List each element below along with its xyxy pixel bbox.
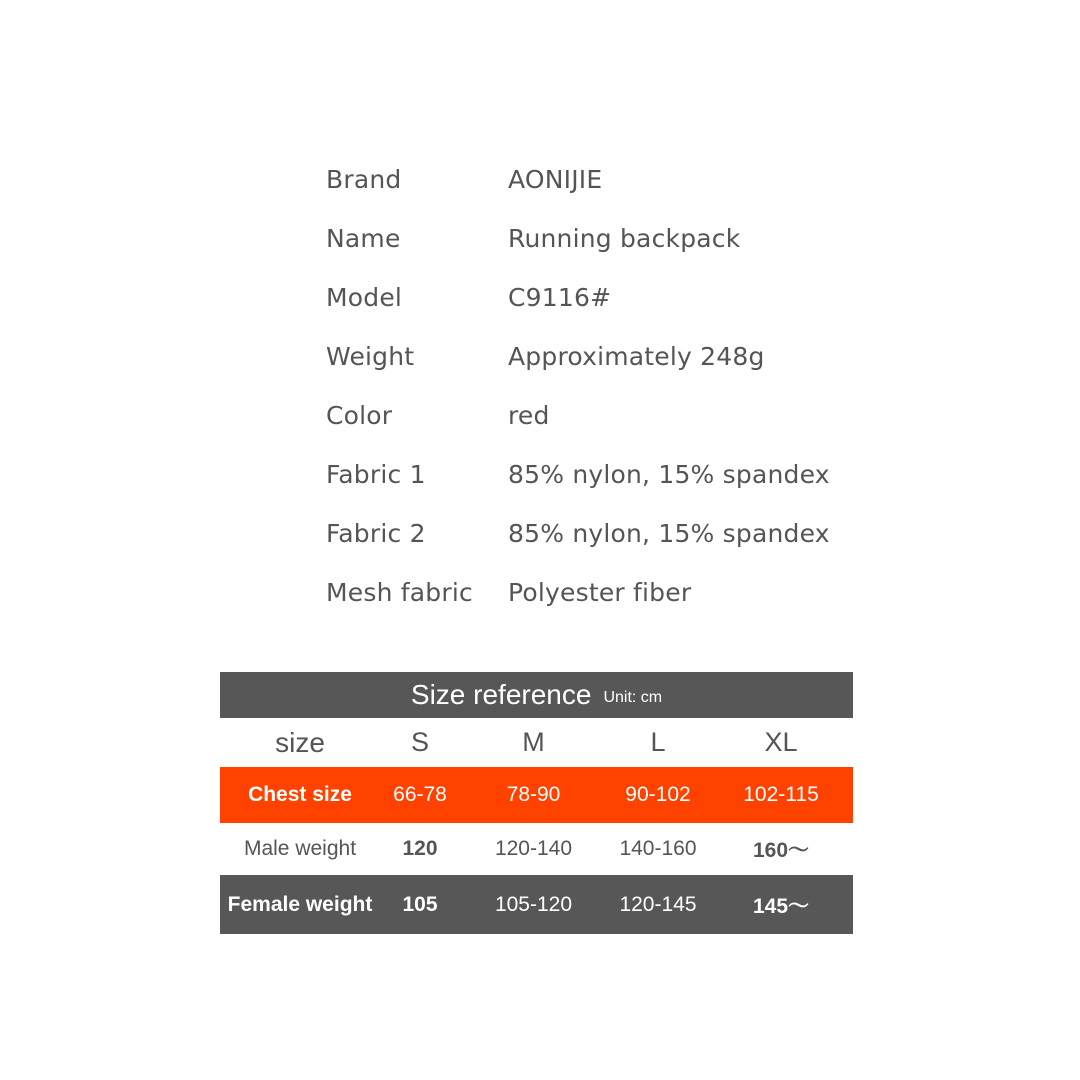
spec-row-mesh-fabric (326, 563, 886, 622)
spec-label: Name (326, 224, 401, 253)
table-cell: S (410, 727, 429, 757)
spec-value: Polyester fiber (508, 578, 692, 607)
spec-label: Fabric 2 (326, 519, 426, 548)
table-cell: 102-115 (743, 783, 819, 806)
table-cell: size (275, 726, 325, 758)
spec-value: 85% nylon, 15% spandex (508, 460, 830, 489)
spec-label: Color (326, 401, 393, 430)
spec-row-fabric-2 (326, 504, 886, 563)
table-cell: 66-78 (393, 783, 447, 806)
table-cell: 105-120 (494, 892, 573, 916)
spec-row-brand (326, 150, 886, 209)
table-cell: XL (764, 727, 798, 757)
spec-label: Fabric 1 (326, 460, 426, 489)
spec-row-fabric-1 (326, 445, 886, 504)
table-cell: Chest size (248, 783, 352, 806)
spec-value: C9116# (508, 283, 612, 312)
spec-label: Model (326, 283, 403, 312)
table-cell: 120 (402, 837, 438, 860)
spec-value: Running backpack (508, 224, 741, 253)
table-row-chest-size (220, 767, 853, 823)
spec-row-weight (326, 327, 886, 386)
spec-value: 85% nylon, 15% spandex (508, 519, 830, 548)
table-row-male-weight (220, 823, 853, 875)
table-cell: 90-102 (625, 783, 691, 806)
table-cell: 120-145 (619, 892, 697, 916)
spec-label: Weight (326, 342, 415, 371)
table-cell: 145～ (752, 894, 810, 918)
table-cell: 140-160 (619, 837, 697, 860)
size-table-unit: Unit: cm (603, 689, 663, 706)
spec-value: red (508, 401, 550, 430)
table-cell: M (522, 727, 545, 757)
spec-label: Brand (326, 165, 402, 194)
table-cell: Female weight (227, 892, 373, 916)
spec-row-model (326, 268, 886, 327)
table-cell: 105 (402, 892, 438, 916)
spec-value: AONIJIE (508, 165, 603, 194)
spec-list (326, 150, 886, 622)
size-reference-table (220, 672, 853, 934)
size-table-header (220, 672, 853, 718)
size-table-title: Size reference (410, 679, 592, 710)
table-cell: Male weight (243, 837, 357, 860)
spec-row-name (326, 209, 886, 268)
table-row-sizes (220, 718, 853, 767)
spec-row-color (326, 386, 886, 445)
table-cell: 78-90 (506, 783, 561, 806)
table-cell: 120-140 (494, 837, 573, 860)
spec-label: Mesh fabric (326, 578, 473, 607)
spec-value: Approximately 248g (508, 342, 765, 371)
table-cell: 160～ (752, 839, 810, 862)
table-row-female-weight (220, 875, 853, 934)
table-cell: L (650, 727, 666, 757)
